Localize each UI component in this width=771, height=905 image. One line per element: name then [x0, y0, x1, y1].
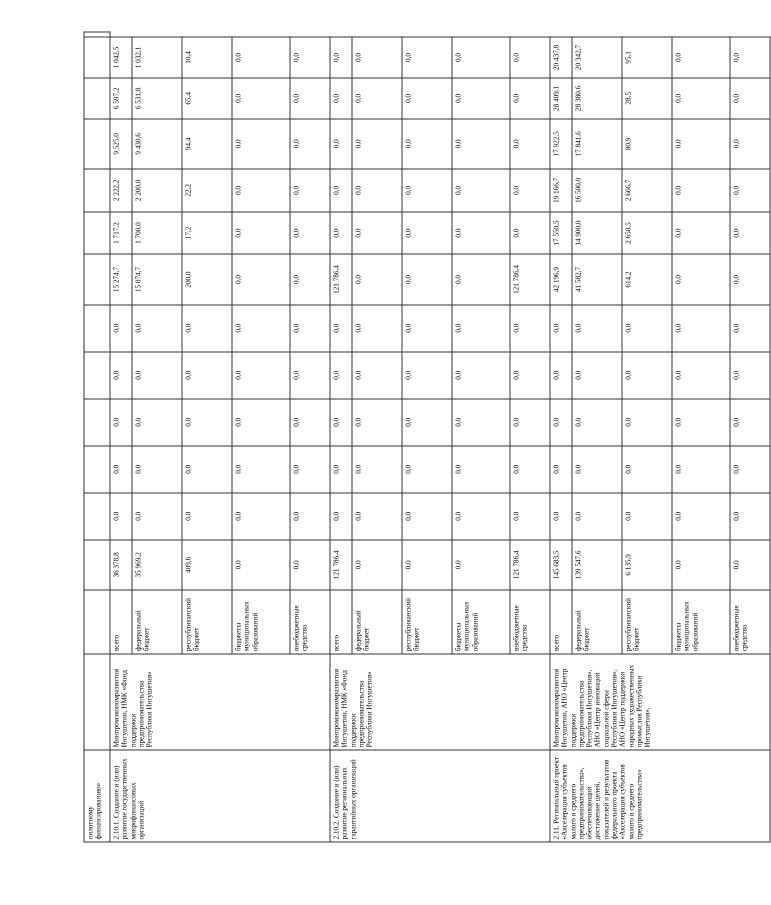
value-cell: 10,4 [182, 37, 232, 78]
value-cell: 0,0 [510, 37, 550, 78]
funding-source-cell: внебюджетные средства [510, 590, 550, 654]
value-cell: 0,0 [572, 446, 622, 493]
value-cell: 0,0 [402, 540, 452, 590]
funding-source-cell: всего [550, 590, 572, 654]
value-cell: 6 135,9 [622, 540, 672, 590]
value-cell: 121 786,4 [510, 254, 550, 304]
value-cell: 0,0 [730, 169, 770, 212]
value-cell: 0,0 [110, 446, 132, 493]
value-cell: 0,0 [622, 446, 672, 493]
value-cell: 121 786,4 [330, 254, 352, 304]
funding-source-cell: всего [330, 590, 352, 654]
value-cell: 0,0 [672, 254, 730, 304]
value-cell [84, 169, 110, 212]
value-cell: 0,0 [132, 446, 182, 493]
value-cell: 0,0 [402, 119, 452, 169]
value-cell: 0,0 [452, 78, 510, 119]
value-cell: 0,0 [132, 305, 182, 352]
value-cell: 28 409,1 [550, 78, 572, 119]
value-cell: 1 717,2 [110, 212, 132, 255]
value-cell: 0,0 [572, 399, 622, 446]
value-cell: 0,0 [290, 446, 330, 493]
value-cell: 0,0 [550, 399, 572, 446]
value-cell: 15 074,7 [132, 254, 182, 304]
value-cell: 0,0 [510, 399, 550, 446]
value-cell: 0,0 [352, 305, 402, 352]
value-cell: 0,0 [330, 169, 352, 212]
value-cell: 0,0 [352, 352, 402, 399]
value-cell: 0,0 [352, 78, 402, 119]
value-cell: 409,6 [182, 540, 232, 590]
value-cell [84, 352, 110, 399]
value-cell: 0,0 [452, 254, 510, 304]
value-cell: 0,0 [730, 212, 770, 255]
value-cell: 0,0 [672, 37, 730, 78]
value-cell: 9 525,0 [110, 119, 132, 169]
value-cell: 0,0 [290, 78, 330, 119]
value-cell: 0,0 [672, 540, 730, 590]
value-cell: 0,0 [672, 212, 730, 255]
value-cell: 0,0 [330, 446, 352, 493]
value-cell: 1 042,5 [110, 37, 132, 78]
value-cell: 0,0 [352, 399, 402, 446]
value-cell: 0,0 [290, 37, 330, 78]
value-cell: 0,0 [330, 37, 352, 78]
value-cell: 0,0 [182, 493, 232, 540]
value-cell: 121 786,4 [510, 540, 550, 590]
value-cell: 2 666,7 [622, 169, 672, 212]
value-cell: 0,0 [290, 212, 330, 255]
value-cell: 80,9 [622, 119, 672, 169]
value-cell: 28 380,6 [572, 78, 622, 119]
value-cell: 35 969,2 [132, 540, 182, 590]
value-cell: 0,0 [402, 212, 452, 255]
value-cell: 15 274,7 [110, 254, 132, 304]
value-cell [84, 654, 110, 750]
value-cell: 0,0 [402, 493, 452, 540]
value-cell: 0,0 [232, 169, 290, 212]
value-cell: 0,0 [290, 305, 330, 352]
funding-source-cell: республиканский бюджет [622, 590, 672, 654]
value-cell: 0,0 [232, 305, 290, 352]
value-cell: 17 550,5 [550, 212, 572, 255]
value-cell: 0,0 [730, 493, 770, 540]
value-cell: 0,0 [452, 119, 510, 169]
value-cell: 0,0 [352, 212, 402, 255]
value-cell: 0,0 [402, 305, 452, 352]
value-cell: 0,0 [730, 78, 770, 119]
value-cell [84, 212, 110, 255]
value-cell: 19 166,7 [550, 169, 572, 212]
value-cell: 0,0 [402, 446, 452, 493]
funding-source-cell: внебюджетные средства [290, 590, 330, 654]
value-cell: 6 597,2 [110, 78, 132, 119]
value-cell: 145 683,5 [550, 540, 572, 590]
value-cell: 0,0 [402, 352, 452, 399]
value-cell: 0,0 [730, 119, 770, 169]
value-cell: 0,0 [110, 352, 132, 399]
value-cell: 0,0 [452, 540, 510, 590]
value-cell: 0,0 [402, 169, 452, 212]
value-cell [84, 540, 110, 590]
value-cell: 0,0 [110, 305, 132, 352]
value-cell: 17 841,6 [572, 119, 622, 169]
value-cell: 0,0 [572, 305, 622, 352]
value-cell [84, 37, 110, 78]
value-cell: 0,0 [232, 254, 290, 304]
value-cell: 0,0 [290, 254, 330, 304]
value-cell: 0,0 [330, 119, 352, 169]
value-cell [84, 590, 110, 654]
value-cell: 0,0 [290, 540, 330, 590]
value-cell: 0,0 [672, 169, 730, 212]
value-cell: 0,0 [730, 254, 770, 304]
value-cell: 121 786,4 [330, 540, 352, 590]
value-cell: 0,0 [232, 540, 290, 590]
funding-source-cell: внебюджетные средства [730, 590, 770, 654]
value-cell: 0,0 [452, 352, 510, 399]
value-cell: 0,0 [510, 305, 550, 352]
value-cell: 0,0 [232, 493, 290, 540]
value-cell: 0,0 [290, 399, 330, 446]
value-cell: 0,0 [672, 493, 730, 540]
funding-source-cell: бюджеты муниципальных образований [672, 590, 730, 654]
measure-name-cell: 2.10.1. Создание и (или) развитие государственных микрофинансовых организаций [110, 750, 330, 842]
value-cell: 0,0 [330, 493, 352, 540]
value-cell: 2 650,5 [622, 212, 672, 255]
value-cell: 0,0 [510, 119, 550, 169]
value-cell: 0,0 [452, 169, 510, 212]
value-cell: 0,0 [290, 169, 330, 212]
table-row [110, 32, 132, 842]
value-cell: 0,0 [622, 399, 672, 446]
value-cell: 0,0 [110, 399, 132, 446]
value-cell: 0,0 [452, 37, 510, 78]
value-cell: 0,0 [550, 352, 572, 399]
value-cell: 2 200,0 [132, 169, 182, 212]
value-cell: 200,0 [182, 254, 232, 304]
value-cell: 0,0 [232, 212, 290, 255]
value-cell: 0,0 [672, 352, 730, 399]
measure-name-cell: пилотному финансированию» [84, 750, 110, 842]
funding-source-cell: всего [110, 590, 132, 654]
funding-source-cell: республиканский бюджет [182, 590, 232, 654]
table-row [84, 32, 110, 842]
value-cell: 95,1 [622, 37, 672, 78]
value-cell: 0,0 [232, 352, 290, 399]
value-cell: 0,0 [510, 446, 550, 493]
funding-source-cell: республиканский бюджет [402, 590, 452, 654]
measure-name-cell: 2.10.2. Создание и (или) развитие региональных гарантийных организаций [330, 750, 550, 842]
value-cell: 14 900,0 [572, 212, 622, 255]
value-cell: 41 582,7 [572, 254, 622, 304]
value-cell: 42 196,9 [550, 254, 572, 304]
value-cell: 0,0 [330, 352, 352, 399]
value-cell [84, 32, 110, 37]
value-cell: 0,0 [232, 37, 290, 78]
value-cell: 0,0 [402, 399, 452, 446]
value-cell: 0,0 [232, 119, 290, 169]
value-cell: 0,0 [132, 399, 182, 446]
table-row [550, 32, 572, 842]
value-cell: 0,0 [452, 446, 510, 493]
value-cell: 0,0 [232, 78, 290, 119]
executor-cell: Минпромэкономразвития Ингушетии, АНО «Центр поддержки предпринимательства Республики Ингушетия», АНО «Центр инноваций социальной сферы Республики Ингушетия», АНО «Центр поддержки народных художественных промыслов Республики Ингушетия», [550, 654, 770, 750]
value-cell: 0,0 [110, 493, 132, 540]
value-cell: 17 922,5 [550, 119, 572, 169]
table-row [330, 32, 352, 842]
value-cell: 0,0 [452, 493, 510, 540]
value-cell: 0,0 [510, 169, 550, 212]
value-cell: 0,0 [622, 305, 672, 352]
value-cell: 0,0 [330, 212, 352, 255]
value-cell: 0,0 [232, 446, 290, 493]
value-cell: 0,0 [730, 399, 770, 446]
value-cell: 0,0 [550, 446, 572, 493]
value-cell: 0,0 [510, 78, 550, 119]
value-cell: 16 500,0 [572, 169, 622, 212]
value-cell: 0,0 [510, 212, 550, 255]
value-cell: 0,0 [730, 305, 770, 352]
value-cell: 94,4 [182, 119, 232, 169]
value-cell: 0,0 [182, 399, 232, 446]
value-cell: 1 032,1 [132, 37, 182, 78]
value-cell: 0,0 [182, 352, 232, 399]
value-cell: 0,0 [232, 399, 290, 446]
value-cell: 1 700,0 [132, 212, 182, 255]
value-cell: 0,0 [452, 212, 510, 255]
value-cell: 17,2 [182, 212, 232, 255]
value-cell: 0,0 [730, 37, 770, 78]
value-cell: 0,0 [730, 540, 770, 590]
value-cell: 0,0 [132, 352, 182, 399]
value-cell: 0,0 [290, 352, 330, 399]
value-cell: 0,0 [730, 446, 770, 493]
funding-source-cell: бюджеты муниципальных образований [452, 590, 510, 654]
funding-source-cell: федеральный бюджет [572, 590, 622, 654]
value-cell: 0,0 [402, 78, 452, 119]
value-cell: 0,0 [352, 169, 402, 212]
value-cell: 0,0 [352, 119, 402, 169]
value-cell: 65,4 [182, 78, 232, 119]
funding-source-cell: федеральный бюджет [352, 590, 402, 654]
value-cell: 9 430,6 [132, 119, 182, 169]
value-cell: 0,0 [352, 493, 402, 540]
value-cell: 0,0 [132, 493, 182, 540]
value-cell: 0,0 [182, 446, 232, 493]
value-cell: 0,0 [622, 352, 672, 399]
value-cell: 0,0 [402, 37, 452, 78]
value-cell [84, 446, 110, 493]
value-cell: 0,0 [510, 352, 550, 399]
value-cell: 0,0 [330, 399, 352, 446]
value-cell: 0,0 [352, 446, 402, 493]
value-cell: 0,0 [182, 305, 232, 352]
value-cell: 0,0 [330, 78, 352, 119]
value-cell: 0,0 [510, 493, 550, 540]
value-cell: 2 222,2 [110, 169, 132, 212]
value-cell: 0,0 [290, 119, 330, 169]
value-cell: 0,0 [452, 305, 510, 352]
value-cell: 28,5 [622, 78, 672, 119]
value-cell: 22,2 [182, 169, 232, 212]
value-cell: 0,0 [452, 399, 510, 446]
rotated-page [23, 32, 749, 874]
value-cell: 0,0 [352, 254, 402, 304]
executor-cell: Минпромэкономразвития Ингушетии, НМК «Фонд поддержки предпринимательства Республики Ингушетия» [110, 654, 330, 750]
value-cell: 20 437,8 [550, 37, 572, 78]
value-cell [84, 493, 110, 540]
value-cell: 614,2 [622, 254, 672, 304]
value-cell [84, 78, 110, 119]
measure-name-cell: 2.11. Региональный проект «Акселерация субъектов малого и среднего предпринимательства», обеспечивающий достижение целей, показателей и результатов федерального проекта «Акселерация субъектов малого и среднего предпринимательства» [550, 750, 770, 842]
funding-source-cell: федеральный бюджет [132, 590, 182, 654]
value-cell: 0,0 [550, 305, 572, 352]
budget-table [84, 32, 771, 843]
value-cell: 0,0 [550, 493, 572, 540]
value-cell: 0,0 [352, 37, 402, 78]
value-cell: 20 342,7 [572, 37, 622, 78]
value-cell: 0,0 [672, 119, 730, 169]
value-cell [84, 305, 110, 352]
value-cell: 0,0 [672, 446, 730, 493]
value-cell: 0,0 [672, 399, 730, 446]
value-cell [84, 254, 110, 304]
value-cell: 0,0 [730, 352, 770, 399]
value-cell: 0,0 [672, 78, 730, 119]
value-cell [84, 399, 110, 446]
value-cell: 139 547,6 [572, 540, 622, 590]
value-cell: 0,0 [622, 493, 672, 540]
executor-cell: Минпромэкономразвития Ингушетии, НМК «Фонд поддержки предпринимательства Республики Ингушетия» [330, 654, 550, 750]
value-cell: 0,0 [572, 493, 622, 540]
value-cell: 0,0 [672, 305, 730, 352]
value-cell: 0,0 [330, 305, 352, 352]
value-cell: 0,0 [572, 352, 622, 399]
value-cell: 0,0 [402, 254, 452, 304]
value-cell: 6 531,8 [132, 78, 182, 119]
funding-source-cell: бюджеты муниципальных образований [232, 590, 290, 654]
value-cell: 0,0 [290, 493, 330, 540]
value-cell [84, 119, 110, 169]
value-cell: 36 378,8 [110, 540, 132, 590]
value-cell: 0,0 [352, 540, 402, 590]
